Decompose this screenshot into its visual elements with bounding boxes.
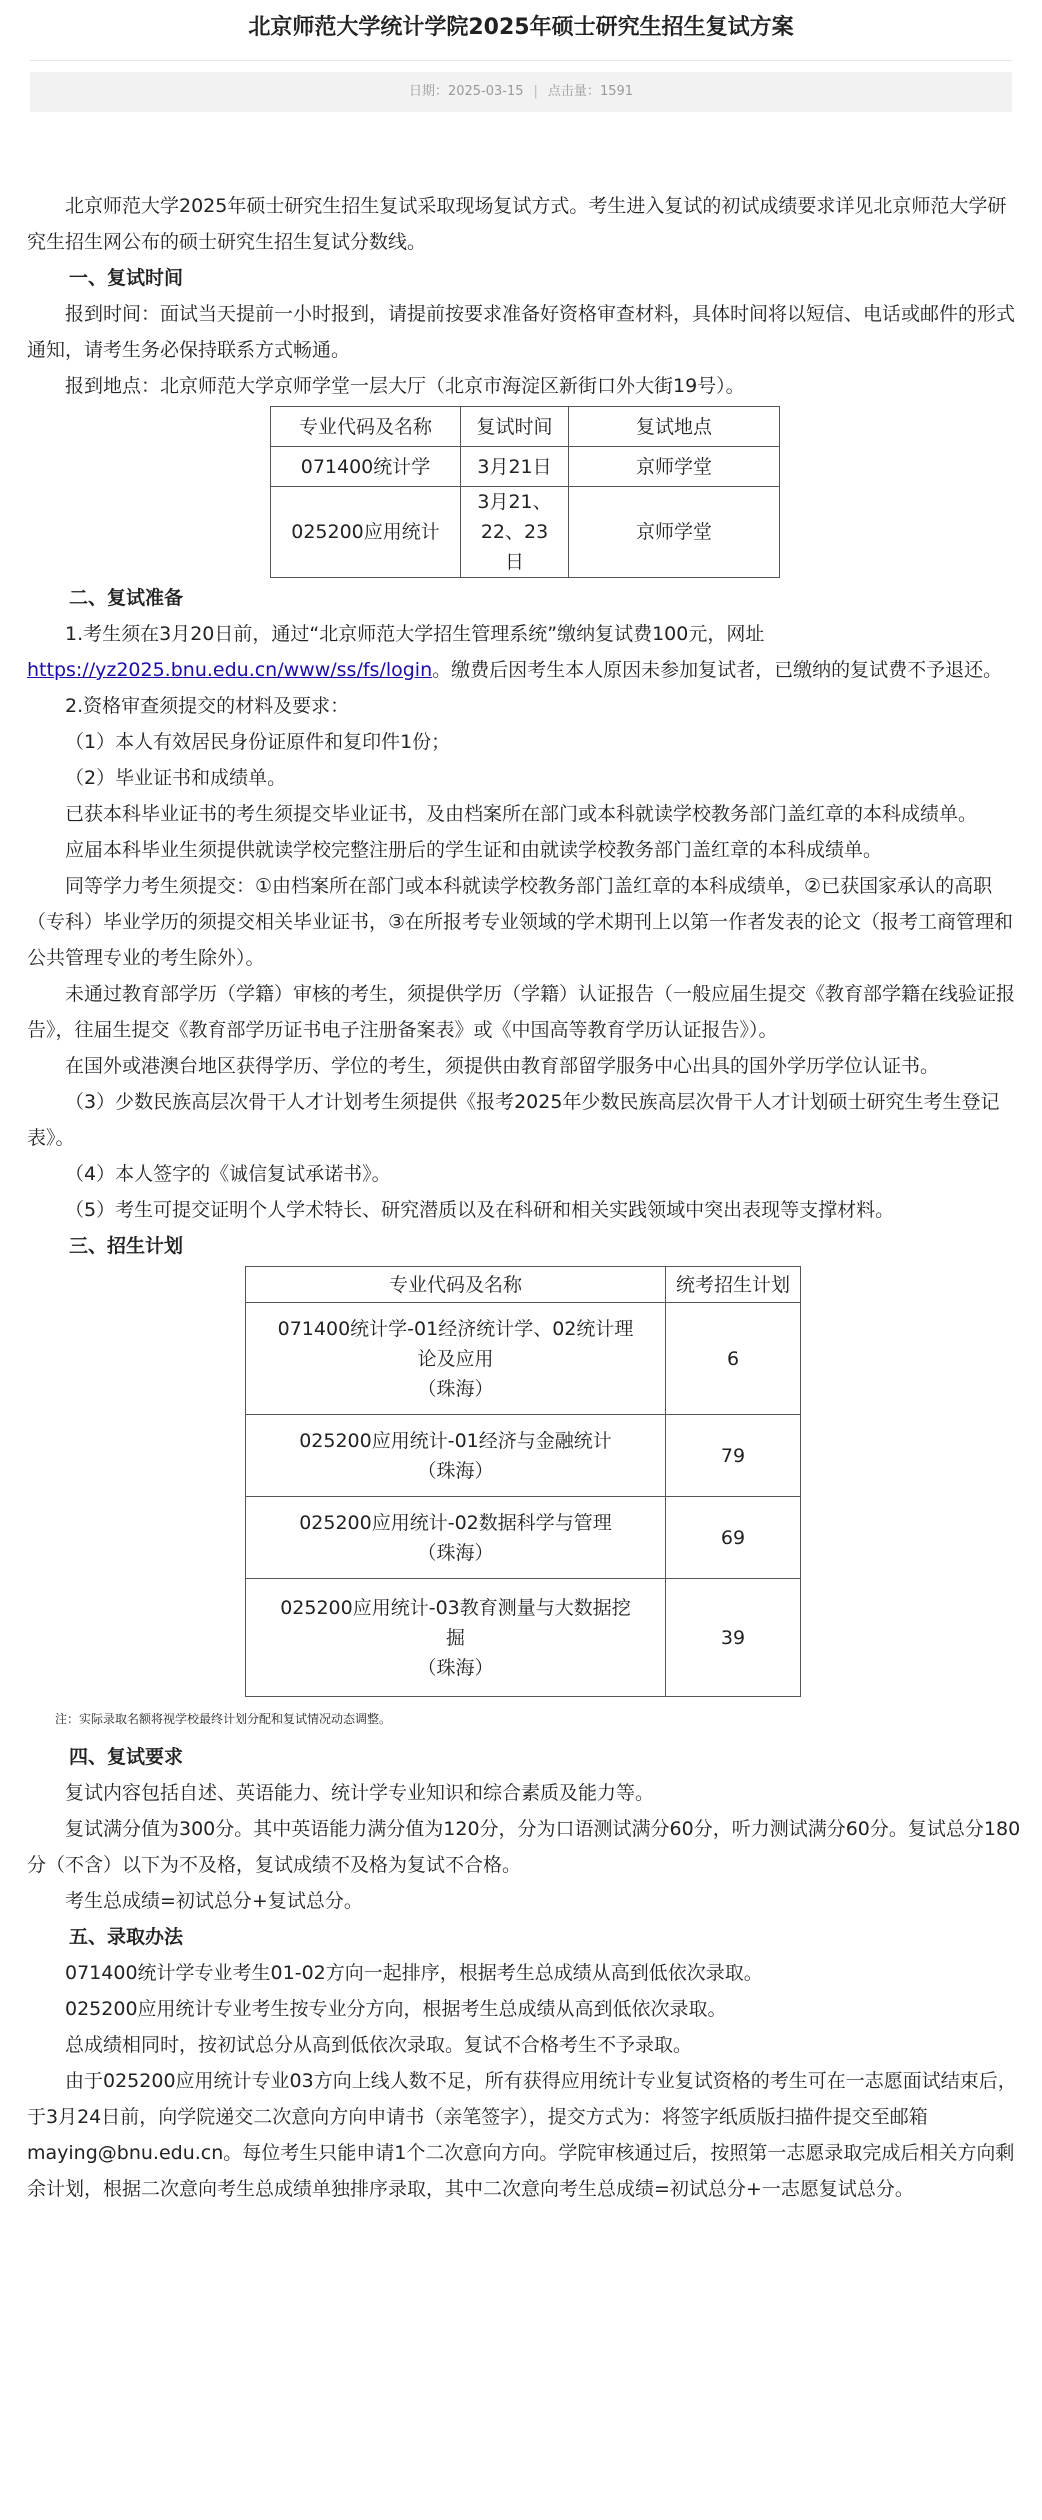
paragraph: 2.资格审查须提交的材料及要求： xyxy=(65,695,350,717)
publish-date: 2025-03-15 xyxy=(447,84,524,99)
paragraph: 由于025200应用统计专业03方向上线人数不足，所有获得应用统计专业复试资格的考生可在一志愿面试结束后，于3月24日前，向学院递交二次意向方向申请书（亲笔签字），提交方式为：将签字纸质版扫描件提交至邮箱maying@bnu.edu.cn。每位考生只能申请1个二次意向方向。学院审核通过后，按照第一志愿录取完成后相关方向剩余计划，根据二次意向考生总成绩单独排序录取，其中二次意向考生总成绩=初试总分+一志愿复试总分。 xyxy=(27,2070,1017,2200)
table-cell xyxy=(246,1579,666,1697)
intro-paragraph: 北京师范大学2025年硕士研究生招生复试采取现场复试方式。考生进入复试的初试成绩要求详见北京师范大学研究生招生网公布的硕士研究生招生复试分数线。 xyxy=(27,195,1007,253)
enrollment-plan-table xyxy=(245,1266,801,1697)
paragraph: 同等学力考生须提交：①由档案所在部门或本科就读学校教务部门盖红章的本科成绩单，②已获国家承认的高职（专科）毕业学历的须提交相关毕业证书，③在所报考专业领域的学术期刊上以第一作者发表的论文（报考工商管理和公共管理专业的考生除外）。 xyxy=(27,875,1014,969)
table-cell: 025200应用统计 xyxy=(271,487,461,578)
program-name: 025200应用统计-03教育测量与大数据挖掘 xyxy=(280,1596,631,1649)
paragraph: 在国外或港澳台地区获得学历、学位的考生，须提供由教育部留学服务中心出具的国外学历学位认证书。 xyxy=(65,1055,940,1077)
list-item: （5）考生可提交证明个人学术特长、研究潜质以及在科研和相关实践领域中突出表现等支撑材料。 xyxy=(65,1199,895,1221)
list-item: （1）本人有效居民身份证原件和复印件1份； xyxy=(65,731,451,753)
date-label: 日期： xyxy=(408,84,448,99)
table-row xyxy=(246,1415,801,1497)
table-cell: 京师学堂 xyxy=(569,447,780,487)
table-header-cell: 专业代码及名称 xyxy=(246,1267,666,1303)
paragraph: 总成绩相同时，按初试总分从高到低依次录取。复试不合格考生不予录取。 xyxy=(65,2034,693,2056)
table-cell xyxy=(246,1497,666,1579)
meta-separator: | xyxy=(533,84,538,99)
paragraph: 复试满分值为300分。其中英语能力满分值为120分，分为口语测试满分60分，听力测试满分60分。复试总分180分（不含）以下为不及格，复试成绩不及格为复试不合格。 xyxy=(27,1818,1021,1876)
section-heading: 三、招生计划 xyxy=(69,1235,184,1257)
paragraph: 应届本科毕业生须提供就读学校完整注册后的学生证和由就读学校教务部门盖红章的本科成绩单。 xyxy=(65,839,883,861)
paragraph: 025200应用统计专业考生按专业分方向，根据考生总成绩从高到低依次录取。 xyxy=(65,1998,727,2020)
payment-system-link[interactable]: https://yz2025.bnu.edu.cn/www/ss/fs/login xyxy=(27,659,433,681)
table-cell: 3月21日 xyxy=(461,447,569,487)
table-cell: 6 xyxy=(666,1303,801,1415)
table-header-row xyxy=(246,1267,801,1303)
paragraph-text: 1.考生须在3月20日前，通过“北京师范大学招生管理系统”缴纳复试费100元，网址 xyxy=(65,623,765,645)
campus-label: （珠海） xyxy=(417,1656,494,1679)
table-cell xyxy=(246,1303,666,1415)
retest-schedule-table xyxy=(270,406,780,578)
paragraph: 报到地点：北京师范大学京师学堂一层大厅（北京市海淀区新街口外大街19号）。 xyxy=(65,375,745,397)
paragraph: 复试内容包括自述、英语能力、统计学专业知识和综合素质及能力等。 xyxy=(65,1782,655,1804)
table-header-cell: 统考招生计划 xyxy=(666,1267,801,1303)
campus-label: （珠海） xyxy=(417,1459,494,1482)
paragraph: 考生总成绩=初试总分+复试总分。 xyxy=(65,1890,363,1912)
table-row xyxy=(246,1303,801,1415)
table-cell: 69 xyxy=(666,1497,801,1579)
section-heading: 二、复试准备 xyxy=(69,587,184,609)
campus-label: （珠海） xyxy=(417,1541,494,1564)
list-item: （4）本人签字的《诚信复试承诺书》。 xyxy=(65,1163,391,1185)
table-cell: 京师学堂 xyxy=(569,487,780,578)
program-name: 025200应用统计-01经济与金融统计 xyxy=(299,1429,612,1452)
table-note: 注：实际录取名额将视学校最终计划分配和复试情况动态调整。 xyxy=(55,1712,392,1726)
article-meta-bar xyxy=(30,72,1012,112)
table-cell: 79 xyxy=(666,1415,801,1497)
view-count: 1591 xyxy=(599,84,634,99)
table-row xyxy=(271,487,780,578)
table-header-row xyxy=(271,407,780,447)
table-header-cell: 专业代码及名称 xyxy=(271,407,461,447)
section-heading: 五、录取办法 xyxy=(69,1926,184,1948)
article-body xyxy=(27,188,1021,2207)
section-heading: 一、复试时间 xyxy=(69,267,184,289)
program-name: 025200应用统计-02数据科学与管理 xyxy=(299,1511,612,1534)
program-name: 071400统计学-01经济统计学、02统计理论及应用 xyxy=(277,1317,634,1370)
table-row xyxy=(246,1497,801,1579)
views-label: 点击量： xyxy=(547,84,600,99)
campus-label: （珠海） xyxy=(417,1377,494,1400)
table-header-cell: 复试地点 xyxy=(569,407,780,447)
paragraph: 未通过教育部学历（学籍）审核的考生，须提供学历（学籍）认证报告（一般应届生提交《教育部学籍在线验证报告》，往届生提交《教育部学历证书电子注册备案表》或《中国高等教育学历认证报告》）。 xyxy=(27,983,1016,1041)
table-cell: 3月21、22、23日 xyxy=(461,487,569,578)
table-row xyxy=(246,1579,801,1697)
paragraph-text: 。缴费后因考生本人原因未参加复试者，已缴纳的复试费不予退还。 xyxy=(432,659,1003,681)
paragraph: 报到时间：面试当天提前一小时报到，请提前按要求准备好资格审查材料，具体时间将以短信、电话或邮件的形式通知，请考生务必保持联系方式畅通。 xyxy=(27,303,1016,361)
table-cell xyxy=(246,1415,666,1497)
list-item: （3）少数民族高层次骨干人才计划考生须提供《报考2025年少数民族高层次骨干人才计划硕士研究生考生登记表》。 xyxy=(27,1091,1000,1149)
table-cell: 071400统计学 xyxy=(271,447,461,487)
section-heading: 四、复试要求 xyxy=(69,1746,184,1768)
list-item: （2）毕业证书和成绩单。 xyxy=(65,767,287,789)
table-row xyxy=(271,447,780,487)
paragraph: 071400统计学专业考生01-02方向一起排序，根据考生总成绩从高到低依次录取。 xyxy=(65,1962,763,1984)
table-header-cell: 复试时间 xyxy=(461,407,569,447)
page-title: 北京师范大学统计学院2025年硕士研究生招生复试方案 xyxy=(248,15,794,40)
table-cell: 39 xyxy=(666,1579,801,1697)
title-divider xyxy=(30,60,1012,61)
paragraph: 已获本科毕业证书的考生须提交毕业证书，及由档案所在部门或本科就读学校教务部门盖红章的本科成绩单。 xyxy=(65,803,978,825)
paragraph xyxy=(27,616,1021,688)
